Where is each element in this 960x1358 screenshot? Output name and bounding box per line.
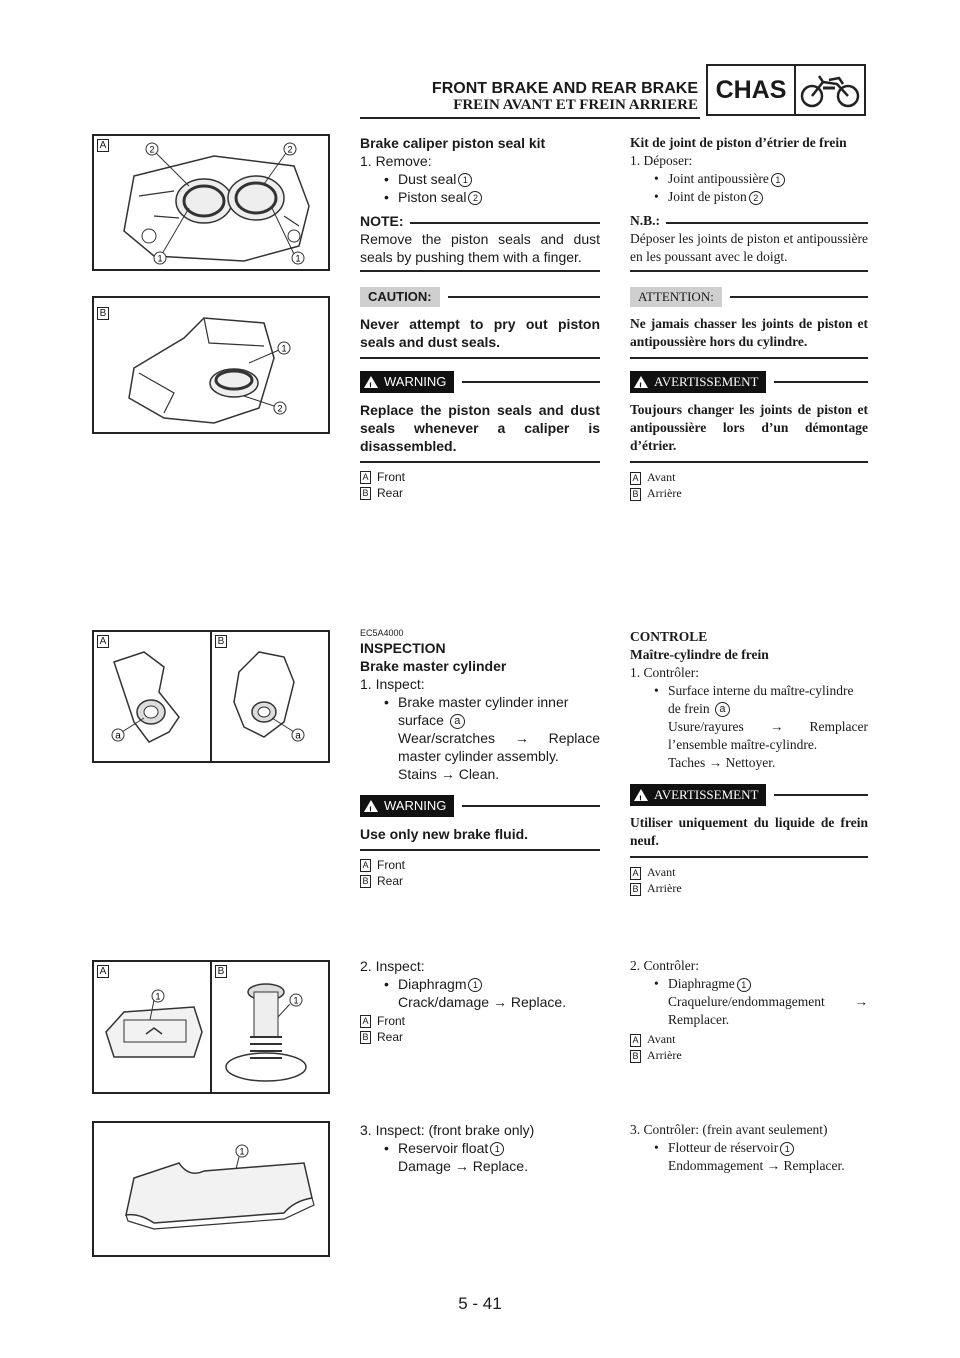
arrow-icon: → xyxy=(769,719,784,734)
remove-step: 1. Remove: xyxy=(360,153,432,169)
inspection-heading-fr: CONTROLE xyxy=(630,629,708,644)
arrow-icon: → xyxy=(440,766,455,782)
piston-seal-item-fr: • Joint de piston 2 xyxy=(630,188,868,206)
diaphragm-item-fr: • Diaphragme 1 xyxy=(630,975,868,993)
wear-line: Wear/scratches → Replace master cylinder assembly. xyxy=(398,730,600,764)
stains-line: Stains → Clean. xyxy=(398,766,500,782)
caliper-front-illustration xyxy=(94,136,328,269)
page-number: 5 - 41 xyxy=(458,1294,502,1313)
svg-text:1: 1 xyxy=(293,995,299,1006)
section-tag-box xyxy=(706,64,866,116)
figure-caliper-front xyxy=(92,134,330,271)
callout-1: 1 xyxy=(737,978,751,992)
wear-line-fr: Usure/rayures → Remplacer l’ensemble maître-cylindre. xyxy=(668,719,868,752)
arrow-icon: → xyxy=(514,730,529,746)
damage-line-fr: Endommagement → Remplacer. xyxy=(668,1158,845,1173)
callout-2: 2 xyxy=(468,191,482,205)
caliper-seal-kit-heading-fr: Kit de joint de piston d’étrier de frein xyxy=(630,135,847,150)
block3-en xyxy=(360,957,600,1045)
callout-1: 1 xyxy=(458,173,472,187)
figure-label-b: B xyxy=(97,307,109,320)
callout-a: a xyxy=(450,714,465,729)
caution-header: CAUTION: xyxy=(360,287,600,307)
figure-caliper-rear xyxy=(92,296,330,434)
arrow-icon: → xyxy=(766,1158,781,1173)
stains-line-fr: Taches → Nettoyer. xyxy=(668,755,776,770)
header-title-fr: FREIN AVANT ET FREIN ARRIERE xyxy=(453,97,698,113)
motorcycle-icon xyxy=(796,66,864,114)
reservoir-float-item-fr: • Flotteur de réservoir 1 xyxy=(630,1139,868,1157)
figure-label-a: A xyxy=(97,139,109,152)
caution-header-fr: ATTENTION: xyxy=(630,287,868,307)
legend-front-fr: A Avant xyxy=(630,1031,868,1047)
warning-triangle-icon xyxy=(634,789,648,801)
block1-en xyxy=(360,134,600,272)
reservoir-float-illustration xyxy=(94,1123,328,1255)
warning-triangle-icon xyxy=(634,376,648,388)
svg-text:1: 1 xyxy=(281,343,287,354)
svg-text:1: 1 xyxy=(239,1146,245,1157)
master-cylinder-heading-fr: Maître-cylindre de frein xyxy=(630,647,769,662)
inspect-step-fr: 1. Contrôler: xyxy=(630,665,699,680)
crack-line-fr: Craquelure/endommagement → Remplacer. xyxy=(668,994,868,1027)
note-header: NOTE: xyxy=(360,212,600,230)
callout-2: 2 xyxy=(749,191,763,205)
header-title-en: FRONT BRAKE AND REAR BRAKE xyxy=(431,80,698,97)
inner-surface-item: • Brake master cylinder inner surface a xyxy=(360,693,600,729)
dust-seal-item: • Dust seal 1 xyxy=(360,170,600,188)
caliper-rear-illustration xyxy=(94,298,328,432)
warning-triangle-icon xyxy=(364,800,378,812)
warning-text: Replace the piston seals and dust seals whenever a caliper is disassembled. xyxy=(360,402,600,454)
svg-text:1: 1 xyxy=(157,253,163,264)
dust-seal-item-fr: • Joint antipoussière 1 xyxy=(630,170,868,188)
legend-front: A Front xyxy=(360,857,600,873)
figure-label-a: A xyxy=(97,635,109,648)
block1-en-warning xyxy=(360,371,600,501)
warning-header-fr: ! AVERTISSEMENT xyxy=(630,371,868,393)
inspect-step-3-fr: 3. Contrôler: (frein avant seulement) xyxy=(630,1122,828,1137)
note-text: Remove the piston seals and dust seals by pushing them with a finger. xyxy=(360,231,600,265)
inspection-heading: INSPECTION xyxy=(360,640,446,656)
legend-rear: B Rear xyxy=(360,873,600,889)
arrow-icon: → xyxy=(492,994,507,1010)
damage-line: Damage → Replace. xyxy=(398,1158,528,1174)
legend-front-fr: A Avant xyxy=(630,469,868,485)
figure-master-cylinder xyxy=(92,630,330,763)
caution-text: Never attempt to pry out piston seals and dust seals. xyxy=(360,316,600,350)
master-cylinder-heading: Brake master cylinder xyxy=(360,658,507,674)
block2-fr xyxy=(630,628,868,896)
block4-en xyxy=(360,1121,600,1175)
piston-seal-item: • Piston seal 2 xyxy=(360,188,600,206)
svg-text:2: 2 xyxy=(149,144,155,155)
warning-triangle-icon xyxy=(364,376,378,388)
caution-text-fr: Ne jamais chasser les joints de piston et antipoussière hors du cylindre. xyxy=(630,316,868,349)
block2-en xyxy=(360,628,600,889)
figure-reservoir-float xyxy=(92,1121,330,1257)
svg-text:a: a xyxy=(115,730,121,742)
reservoir-float-item: • Reservoir float 1 xyxy=(360,1139,600,1157)
legend-front-fr: A Avant xyxy=(630,864,868,880)
figure-divider xyxy=(210,632,212,763)
figure-label-a: A xyxy=(97,965,109,978)
block3-fr xyxy=(630,957,868,1063)
diaphragm-item: • Diaphragm 1 xyxy=(360,975,600,993)
warning-text: Use only new brake fluid. xyxy=(360,826,529,842)
warning-text-fr: Utiliser uniquement du liquide de frein neuf. xyxy=(630,815,868,848)
warning-header: ! WARNING xyxy=(360,795,600,817)
legend-rear: B Rear xyxy=(360,1029,600,1045)
svg-text:1: 1 xyxy=(295,253,301,264)
caliper-seal-kit-heading: Brake caliper piston seal kit xyxy=(360,135,546,151)
svg-text:2: 2 xyxy=(277,403,283,414)
svg-text:1: 1 xyxy=(155,991,161,1002)
block4-fr xyxy=(630,1121,868,1175)
legend-rear: B Rear xyxy=(360,485,600,501)
figure-divider xyxy=(210,962,212,1094)
legend-rear-fr: B Arrière xyxy=(630,485,868,501)
section-code: EC5A4000 xyxy=(360,628,404,638)
callout-1: 1 xyxy=(490,1142,504,1156)
note-header-fr: N.B.: xyxy=(630,212,868,230)
warning-header-fr: ! AVERTISSEMENT xyxy=(630,784,868,806)
section-tag-text: CHAS xyxy=(708,66,796,114)
block1-fr xyxy=(630,134,868,272)
crack-line: Crack/damage → Replace. xyxy=(398,994,567,1010)
warning-text-fr: Toujours changer les joints de piston et antipoussière lors d’un démontage d’étrier. xyxy=(630,402,868,453)
legend-front: A Front xyxy=(360,1013,600,1029)
callout-1: 1 xyxy=(771,173,785,187)
inner-surface-item-fr: • Surface interne du maître-cylindre de frein a xyxy=(630,682,868,718)
arrow-icon: → xyxy=(708,755,723,770)
callout-a: a xyxy=(715,702,730,717)
callout-1: 1 xyxy=(468,978,482,992)
figure-label-b: B xyxy=(215,965,227,978)
legend-rear-fr: B Arrière xyxy=(630,880,868,896)
block1-fr-caution xyxy=(630,287,868,359)
callout-1: 1 xyxy=(780,1142,794,1156)
legend-rear-fr: B Arrière xyxy=(630,1047,868,1063)
remove-step-fr: 1. Déposer: xyxy=(630,153,693,168)
arrow-icon: → xyxy=(854,994,868,1009)
inspect-step-3: 3. Inspect: (front brake only) xyxy=(360,1122,535,1138)
block1-fr-warning xyxy=(630,371,868,501)
arrow-icon: → xyxy=(454,1158,469,1174)
inspect-step-2: 2. Inspect: xyxy=(360,958,425,974)
inspect-step-2-fr: 2. Contrôler: xyxy=(630,958,699,973)
figure-diaphragm xyxy=(92,960,330,1094)
block1-en-caution xyxy=(360,287,600,359)
warning-header: ! WARNING xyxy=(360,371,600,393)
note-text-fr: Déposer les joints de piston et antipoussière en les poussant avec le doigt. xyxy=(630,231,868,264)
header-rule xyxy=(360,117,700,119)
svg-text:a: a xyxy=(295,730,301,742)
figure-label-b: B xyxy=(215,635,227,648)
svg-text:2: 2 xyxy=(287,144,293,155)
inspect-step: 1. Inspect: xyxy=(360,676,425,692)
legend-front: A Front xyxy=(360,469,600,485)
